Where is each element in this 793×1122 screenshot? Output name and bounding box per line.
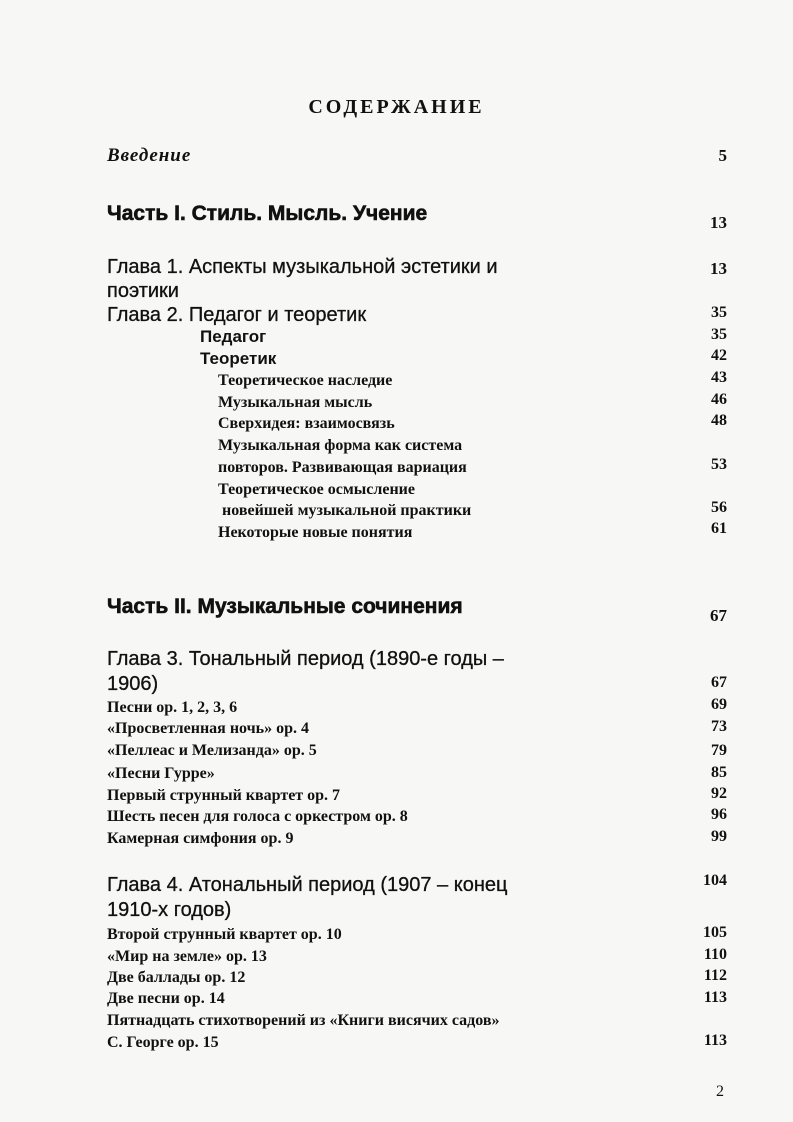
- chapter4-page: 104: [703, 872, 727, 889]
- chapter4-heading-line1: Глава 4. Атональный период (1907 – конец: [107, 874, 508, 896]
- toc-entry: «Просветленная ночь» ор. 4: [107, 720, 310, 737]
- toc-page-number: 79: [711, 742, 727, 759]
- toc-page-number: 56: [711, 499, 727, 516]
- toc-entry: «Мир на земле» ор. 13: [107, 948, 267, 965]
- toc-entry: «Песни Гурре»: [107, 765, 215, 782]
- toc-entry: Музыкальная мысль: [218, 394, 373, 411]
- toc-page-number: 105: [703, 924, 727, 941]
- toc-entry: Первый струнный квартет ор. 7: [107, 787, 341, 804]
- toc-page-number: 96: [711, 806, 727, 823]
- toc-page-number: 43: [711, 369, 727, 386]
- chapter2-page: 35: [711, 304, 727, 321]
- toc-page-number: 73: [711, 718, 727, 735]
- toc-page-number: 61: [711, 520, 727, 537]
- page-title: СОДЕРЖАНИЕ: [308, 96, 485, 118]
- toc-entry: Второй струнный квартет ор. 10: [107, 926, 342, 943]
- part1-heading: Часть I. Стиль. Мысль. Учение: [107, 202, 428, 225]
- toc-page-number: 85: [711, 764, 727, 781]
- toc-page-number: 99: [711, 828, 727, 845]
- intro-page: 5: [718, 146, 727, 165]
- part2-page: 67: [710, 606, 727, 625]
- toc-page-number: 69: [711, 696, 727, 713]
- toc-entry: новейшей музыкальной практики: [218, 502, 472, 519]
- toc-entry: «Пеллеас и Мелизанда» ор. 5: [107, 742, 317, 759]
- chapter3-heading-line1: Глава 3. Тональный период (1890-е годы –: [107, 648, 504, 670]
- chapter1-page: 13: [710, 259, 727, 278]
- toc-entry: Некоторые новые понятия: [218, 524, 413, 541]
- intro-label: Введение: [107, 145, 192, 166]
- toc-page-number: 42: [711, 347, 727, 364]
- toc-entry: Две песни ор. 14: [107, 990, 225, 1007]
- toc-page-number: 110: [703, 946, 727, 963]
- toc-page-number: 35: [711, 326, 727, 343]
- chapter4-heading-line2: 1910-х годов): [107, 899, 232, 921]
- toc-subsection: Теоретик: [200, 349, 277, 368]
- chapter1-heading-line1: Глава 1. Аспекты музыкальной эстетики и: [107, 256, 498, 278]
- toc-entry: Две баллады ор. 12: [107, 969, 246, 986]
- toc-page-number: 46: [711, 391, 727, 408]
- toc-page-number: 113: [703, 1032, 727, 1049]
- page-number: 2: [716, 1083, 724, 1100]
- toc-page-number: 92: [711, 785, 727, 802]
- toc-entry: Пятнадцать стихотворений из «Книги висячих садов»: [107, 1012, 500, 1029]
- toc-entry: повторов. Развивающая вариация: [218, 459, 467, 476]
- toc-entry: С. Георге ор. 15: [107, 1034, 219, 1051]
- chapter1-heading-line2: поэтики: [107, 280, 179, 302]
- toc-entry: Музыкальная форма как система: [218, 437, 463, 454]
- toc-entry: Сверхидея: взаимосвязь: [218, 415, 395, 432]
- toc-entry: Песни ор. 1, 2, 3, 6: [107, 699, 238, 716]
- toc-entry: Камерная симфония ор. 9: [107, 830, 294, 847]
- toc-entry: Теоретическое наследие: [218, 372, 393, 389]
- toc-page-number: 112: [703, 967, 727, 984]
- part1-page: 13: [710, 213, 727, 232]
- chapter2-heading: Глава 2. Педагог и теоретик: [107, 304, 367, 326]
- toc-entry: Теоретическое осмысление: [218, 481, 415, 498]
- toc-page-number: 53: [711, 456, 727, 473]
- chapter3-page: 67: [711, 674, 727, 691]
- part2-heading: Часть II. Музыкальные сочинения: [107, 595, 463, 618]
- toc-entry: Шесть песен для голоса с оркестром ор. 8: [107, 808, 408, 825]
- chapter3-heading-line2: 1906): [107, 673, 159, 695]
- toc-page-number: 113: [703, 989, 727, 1006]
- toc-subsection: Педагог: [200, 327, 267, 346]
- toc-page-number: 48: [711, 412, 727, 429]
